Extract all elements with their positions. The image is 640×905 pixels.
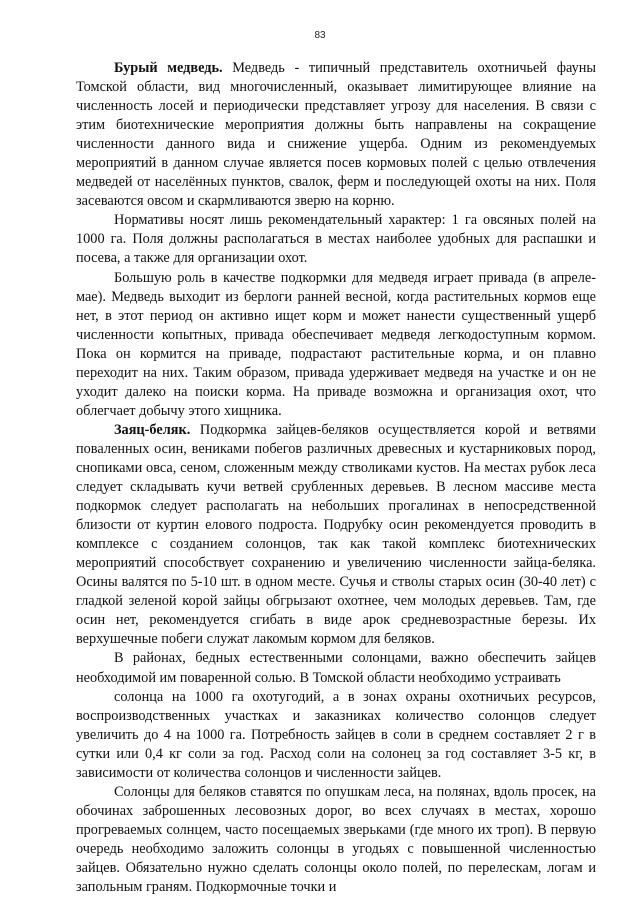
paragraph-salt-norms — [76, 688, 596, 783]
paragraph-salt-regions — [76, 649, 596, 687]
paragraph-text: Нормативы носят лишь рекомендательный характер: 1 га овсяных полей на 1000 га. Поля должны располагаться в местах наиболее удобных для распашки и посева, а также для организации охот. — [76, 212, 596, 267]
paragraph-text: Солонцы для беляков ставятся по опушкам леса, на полянах, вдоль просек, на обочинах заброшенных лесовозных дорог, во всех случаях в местах, хорошо прогреваемых солнцем, часто посещаемых зверьками (где много их троп). В первую очередь необходимо заложить солонцы в угодьях с повышенной численностью зайцев. Обязательно нужно сделать солонцы около полей, по перелескам, логам и запольным граням. Подкормочные точки и — [76, 783, 596, 896]
paragraph-text: В районах, бедных естественными солонцами, важно обеспечить зайцев необходимой им поваренной солью. В Томской области необходимо устраивать — [76, 650, 596, 686]
paragraph-bait — [76, 269, 596, 421]
paragraph-heading: Заяц-беляк. — [114, 421, 191, 438]
paragraph-heading: Бурый медведь. — [114, 60, 223, 76]
paragraph-text: солонца на 1000 га охотугодий, а в зонах охраны охотничьих ресурсов, воспроизводственных участках и заказниках количество солонцов следует увеличить до 4 на 1000 га. Потребность зайцев в соли в среднем составляет 2 г в сутки или 0,4 кг соли за год. Расход соли на солонец за год составляет 3-5 кг, в зависимости от количества солонцов и численности зайцев. — [76, 688, 596, 781]
paragraph-norms — [76, 211, 596, 268]
paragraph-salt-placement — [76, 783, 596, 897]
page-number: 83 — [314, 30, 326, 41]
paragraph-hare — [76, 421, 596, 650]
page-body — [76, 59, 596, 897]
paragraph-text: Медведь - типичный представитель охотничьей фауны Томской области, вид многочисленный, оказывает лимитирующее влияние на численность лосей и периодически представляет угрозу для населения. В связи с этим биотехнические мероприятия должны быть направлены на сокращение численности данного вида и снижение ущерба. Одним из рекомендуемых мероприятий в данном случае является посев кормовых полей с целью отвлечения медведей от населённых пунктов, свалок, ферм и последующей охоты на них. Поля засеваются овсом и скармливаются зверю на корню. — [76, 60, 596, 210]
paragraph-brown-bear — [76, 59, 596, 211]
paragraph-text: Большую роль в качестве подкормки для медведя играет привада (в апреле-мае). Медведь выходит из берлоги ранней весной, когда растительных кормов еще нет, в этот период он активно ищет корм и может нанести существенный ущерб численности копытных, привада обеспечивает медведя легкодоступным кормом. Пока он кормится на приваде, подрастают растительные корма, и он плавно переходит на них. Таким образом, привада удерживает медведя на участке и он не уходит далеко на поиски корма. На приваде возможна и организация охот, что облегчает добычу этого хищника. — [76, 269, 596, 419]
paragraph-text: Подкормка зайцев-беляков осуществляется корой и ветвями поваленных осин, вениками побегов различных древесных и кустарниковых пород, снопиками овса, сеном, сложенным между стволиками кустов. На местах рубок леса следует складывать кучи ветвей срубленных деревьев. В лесном массиве места подкормок следует располагать на небольших прогалинах в непосредственной близости от куртин елового подроста. Подрубку осин рекомендуется проводить в комплексе с созданием солонцов, так как такой комплекс биотехнических мероприятий способствует сохранению и увеличению численности зайца-беляка. Осины валятся по 5-10 шт. в одном месте. Сучья и стволы старых осин (30-40 лет) с гладкой зеленой корой зайцы обгрызают охотнее, чем молодых деревьев. Там, где осин нет, рекомендуется сгибать в виде арок средневозрастные березы. Их верхушечные побеги служат лакомым кормом для беляков. — [76, 421, 596, 648]
